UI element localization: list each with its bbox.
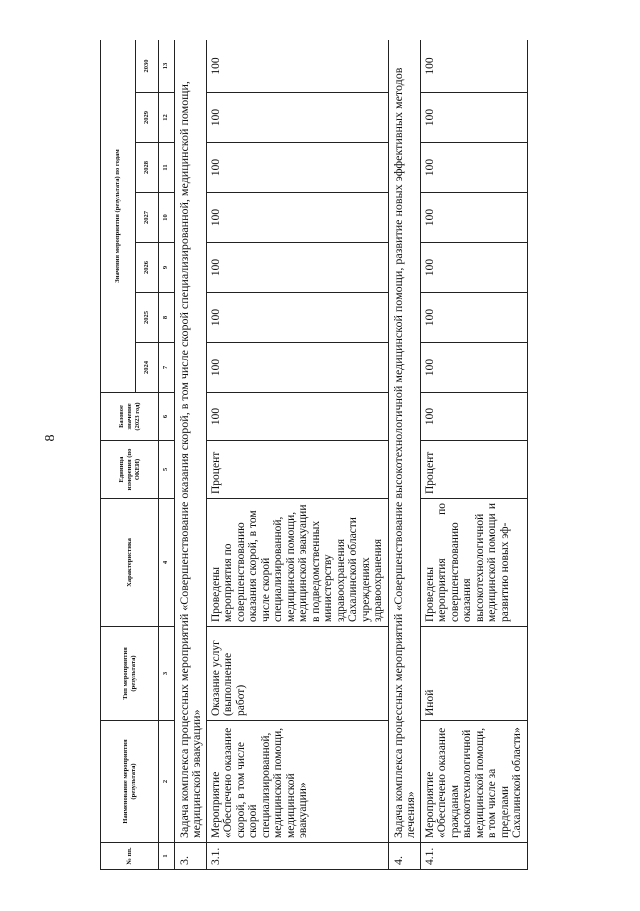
year-value: 100 xyxy=(420,343,527,393)
measure-characteristic: Проведены мероприятия по совершенствованию оказания высокотехнологичной медицинской помощи и развитию новых эф- xyxy=(420,499,527,627)
header-year: 2027 xyxy=(136,193,159,243)
year-value: 100 xyxy=(420,193,527,243)
column-number: 8 xyxy=(159,293,175,343)
header-unit: Единица измерения (по ОКЕИ) xyxy=(101,441,159,499)
task-text: Задача комплекса процессных мероприятий «Совершенствование высокотехнологичной медицинской помощи, развитие новых эффективных методов лечения» xyxy=(388,40,420,843)
header-year: 2026 xyxy=(136,243,159,293)
year-value: 100 xyxy=(206,143,388,193)
header-name: Наименование мероприятия (результата) xyxy=(101,721,159,843)
measure-row-3-1 xyxy=(206,40,388,870)
column-number: 12 xyxy=(159,93,175,143)
column-number: 5 xyxy=(159,441,175,499)
measure-unit: Процент xyxy=(420,441,527,499)
measure-characteristic: Проведены мероприятия по совершенствованию оказания скорой, в том числе скорой специализированной, медицинской помощи, медицинской эвакуации в подведомственных министерству здравоохранения Сахалинской области учреждениях здравоохранения xyxy=(206,499,388,627)
column-number: 2 xyxy=(159,721,175,843)
header-base: Базовое значение (2023 год) xyxy=(101,393,159,441)
document-body xyxy=(100,40,595,870)
column-number: 9 xyxy=(159,243,175,293)
measure-unit: Процент xyxy=(206,441,388,499)
column-number: 6 xyxy=(159,393,175,441)
year-value: 100 xyxy=(420,293,527,343)
column-number: 11 xyxy=(159,143,175,193)
column-number: 3 xyxy=(159,627,175,721)
year-value: 100 xyxy=(206,40,388,93)
year-value: 100 xyxy=(206,93,388,143)
header-year: 2030 xyxy=(136,40,159,93)
header-characteristic: Характеристика xyxy=(101,499,159,627)
task-row-4 xyxy=(388,40,420,870)
year-value: 100 xyxy=(420,243,527,293)
row-number: 3.1. xyxy=(206,843,388,870)
task-number: 3. xyxy=(174,843,206,870)
measure-name: Мероприятие «Обеспечено оказание гражданам высокотехнологичной медицинской помощи, в том числе за пределами Сахалинской области» xyxy=(420,721,527,843)
measure-type: Иной xyxy=(420,627,527,721)
column-number: 1 xyxy=(159,843,175,870)
row-number: 4.1. xyxy=(420,843,527,870)
year-value: 100 xyxy=(420,143,527,193)
header-num: № пп. xyxy=(101,843,159,870)
header-values-group: Значения мероприятия (результата) по годам xyxy=(101,40,136,393)
header-type: Тип мероприятия (результата) xyxy=(101,627,159,721)
year-value: 100 xyxy=(206,293,388,343)
column-numbers-row xyxy=(159,40,175,870)
measure-name: Мероприятие «Обеспечено оказание скорой, в том числе скорой специализированной, медицинской помощи, медицинской эвакуации» xyxy=(206,721,388,843)
header-year: 2024 xyxy=(136,343,159,393)
column-number: 7 xyxy=(159,343,175,393)
column-number: 4 xyxy=(159,499,175,627)
task-row-3 xyxy=(174,40,206,870)
column-number: 10 xyxy=(159,193,175,243)
rotated-table-container xyxy=(100,40,595,870)
header-row-1 xyxy=(101,40,136,870)
year-value: 100 xyxy=(206,193,388,243)
header-year: 2025 xyxy=(136,293,159,343)
measure-row-4-1 xyxy=(420,40,527,870)
year-value: 100 xyxy=(206,343,388,393)
base-value: 100 xyxy=(206,393,388,441)
page-number: 8 xyxy=(43,434,58,442)
measure-type: Оказание услуг (выполнение работ) xyxy=(206,627,388,721)
header-year: 2029 xyxy=(136,93,159,143)
year-value: 100 xyxy=(420,93,527,143)
year-value: 100 xyxy=(206,243,388,293)
column-number: 13 xyxy=(159,40,175,93)
measures-table xyxy=(100,40,528,870)
year-value: 100 xyxy=(420,40,527,93)
header-year: 2028 xyxy=(136,143,159,193)
task-number: 4. xyxy=(388,843,420,870)
base-value: 100 xyxy=(420,393,527,441)
task-text: Задача комплекса процессных мероприятий «Совершенствование оказания скорой, в том числе скорой специализированной, медицинской помощи, медицинской эвакуации» xyxy=(174,40,206,843)
